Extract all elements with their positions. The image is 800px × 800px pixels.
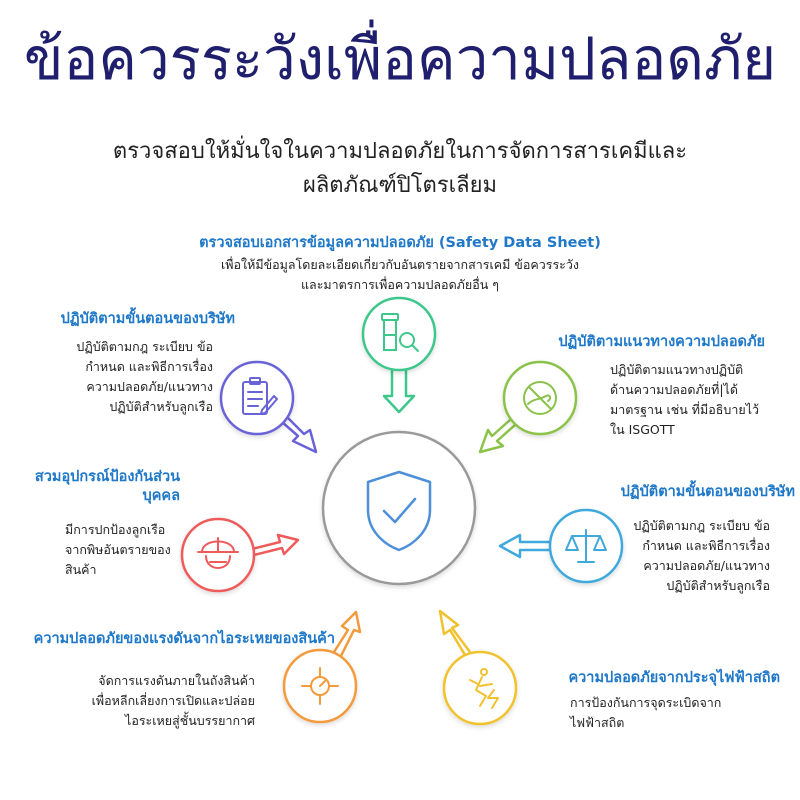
- item-heading: ตรวจสอบเอกสารข้อมูลความปลอดภัย (Safety Data Sheet): [199, 235, 601, 251]
- item-company-procedures-left: [20, 310, 235, 417]
- item-heading: สวมอุปกรณ์ป้องกันส่วนบุคคล: [34, 469, 180, 504]
- item-safety-data-sheet: [150, 234, 650, 295]
- item-heading: ความปลอดภัยของแรงดันจากไอระเหยของสินค้า: [33, 631, 335, 647]
- item-description: เพื่อให้มีข้อมูลโดยละเอียดเกี่ยวกับอันตรายจากสารเคมี ข้อควรระวังและมาตรการเพื่อความปลอดภัยอื่น ๆ: [220, 257, 580, 292]
- item-description: จัดการแรงดันภายในถังสินค้าเพื่อหลีกเลี่ยงการเปิดและปล่อยไอระเหยสู่ชั้นบรรยากาศ: [91, 673, 255, 728]
- page-title: ข้อควรระวังเพื่อความปลอดภัย: [23, 25, 777, 93]
- item-description: ปฏิบัติตามกฎ ระเบียบ ข้อกำหนด และพิธีการเรื่องความปลอดภัย/แนวทางปฏิบัติสำหรับลูกเรือ: [76, 339, 213, 414]
- item-description: การป้องกันการจุดระเบิดจากไฟฟ้าสถิต: [570, 695, 722, 730]
- item-safety-guidelines: [505, 333, 765, 440]
- item-heading: ความปลอดภัยจากประจุไฟฟ้าสถิต: [568, 670, 780, 686]
- item-heading: ปฏิบัติตามแนวทางความปลอดภัย: [558, 334, 765, 350]
- item-heading: ปฏิบัติตามขั้นตอนของบริษัท: [620, 484, 795, 500]
- item-description: มีการปกป้องลูกเรือจากพิษอันตรายของสินค้า: [65, 522, 171, 577]
- node-safety-data-sheet: [363, 298, 435, 412]
- page-subtitle: ตรวจสอบให้มั่นใจในความปลอดภัยในการจัดการสารเคมีและผลิตภัณฑ์ปิโตรเลียม: [112, 139, 688, 198]
- center-circle: [323, 432, 475, 584]
- item-company-procedures-right: [560, 483, 795, 596]
- item-heading: ปฏิบัติตามขั้นตอนของบริษัท: [60, 311, 235, 327]
- node-static-electricity: [440, 611, 516, 724]
- item-description: ปฏิบัติตามแนวทางปฏิบัติด้านความปลอดภัยที่|ได้มาตรฐาน เช่น ที่มีอธิบายไว้ใน ISGOTT: [610, 362, 759, 437]
- item-vapour-pressure: [5, 630, 335, 731]
- item-static-electricity: [535, 669, 780, 733]
- item-description: ปฏิบัติตามกฎ ระเบียบ ข้อกำหนด และพิธีการเรื่องความปลอดภัย/แนวทางปฏิบัติสำหรับลูกเรือ: [633, 518, 770, 593]
- node-ppe: [182, 519, 298, 591]
- node-company-procedures-left: [221, 362, 316, 452]
- item-ppe: [20, 468, 180, 580]
